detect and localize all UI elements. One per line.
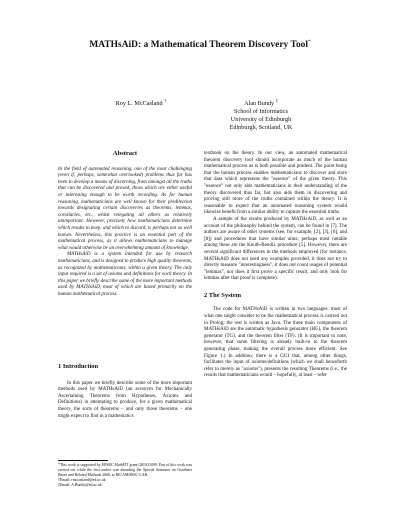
right-paragraph-1: textbook on the theory. In our view, an automated mathematical theorem discovery tool should incorporate as much of the human mathematical process as is both possible and prudent. The point being that the human process enables mathematicians to discover and store that data which represents the "essence" of the given theory. This "essence" not only aids mathematicians in their understanding of the theory discovered thus far, but also aids them in discovering and proving still more of the truths contained within the theory. It is reasonable to expect that an automated reasoning system would likewise benefit from a similar ability to capture the essential truths. [204,151,347,216]
author-2 [206,97,316,132]
affiliation-line-1: School of Informatics [234,108,288,116]
abstract-paragraph-2: MATHsAiD is a system intended for use by research mathematicians, and is designed to produce high quality theorems, as recognized by mathematicians, within a given theory. The only input required is a set of axioms and definitions for each theory. In this paper we briefly describe some of the more important methods used by MATHsAiD, most of which are based primarily on the human mathematical process. [58,252,192,297]
footnote-1: *This work is supported by EPSRC MathFIT grant GR/S31099. Part of this work was carried out while the first author was attending the Special Semester on Groebner Bases and Related Methods 2006, at RICAM/RISC-LAB. [58,463,192,477]
footnote-3: ‡Email: A.Bundy@ed.ac.uk [58,482,102,487]
title-footnote-mark: * [308,40,311,45]
intro-section [58,364,192,420]
right-paragraph-3: The code for MATHsAiD is written in two languages: most of what one might consider to be the mathematical process is carried out in Prolog; the rest is written as Java. The three main components of MATHsAiD are the automatic hypothesis generator (HG), the theorem generator (TG), and the theorem filter (TF). (It is important to note, however, that some filtering is already built-in to the theorem generating phase, making the overall process more efficient. See Figure 1.) In addition, there is a GUI that, among other things, facilitates the input of axioms/definitions (which we shall henceforth refer to merely as "axioms"), presents the resulting Theorems (i.e., the results that mathematicians would – hopefully, at least – refer [204,307,347,379]
author-2-name: Alan Bundy [244,100,275,108]
footnotes [58,463,192,488]
intro-heading: 1 Introduction [58,363,99,370]
affiliation-line-2: University of Edinburgh [230,116,292,124]
footnote-rule [58,460,108,461]
author-1-mark: † [164,98,167,103]
left-column [58,151,192,298]
author-1 [86,97,196,108]
abstract-heading: Abstract [112,150,138,157]
system-heading: 2 The System [204,291,242,299]
author-1-name: Roy L. McCasland [115,100,163,108]
author-2-mark: ‡ [275,98,278,103]
footnote-2: †Email: rmccasland@ed.ac.uk [58,477,106,482]
paper-title [0,40,400,50]
right-column [204,151,347,380]
abstract-paragraph-1: In the field of automated reasoning, one of the most challenging (even if, perhaps, somewhat overlooked) problems thus far has been to develop a means of discerning, from amongst all the truths that can be discovered and proved, those which are either useful or interesting enough to be worth recording. As for human reasoning, mathematicians are well known for their predilection towards designating certain discoveries as theorems, lemmas, corollaries, etc., whilst relegating all others as relatively unimportant. However, precisely how mathematicians determine which results to keep, and which to discard, is perhaps not so well known. Nevertheless, this practice is an essential part of the mathematical process, as it allows mathematicians to manage what would otherwise be an overwhelming amount of knowledge. [58,166,192,251]
right-paragraph-2: A sample of the results produced by MATHsAiD, as well as an account of the philosophy behind the system, can be found in [7]. The authors are aware of other systems (see, for example, [2], [3], [6], and [8]) and procedures that have similar aims; perhaps most notable among these are the Knuth-Bendix procedure [5]. However, there are several significant differences in the methods employed (for instance, MATHsAiD does not need any examples provided, it does not try to directly measure "interestingness", it does not count usages of potential "lemmas", nor does it first prove a specific result, and only look for lemmas after that proof is complete). [204,216,347,282]
title-text: MATHsAiD: a Mathematical Theorem Discovery Tool [89,40,309,51]
affiliation-line-3: Edinburgh, Scotland, UK [229,124,293,132]
intro-paragraph: In this paper we briefly describe some of the more important methods used by MATHsAiD (an acronym for Mechanically Ascertaining Theorems from Hypotheses, Axioms and Definitions) in attempting to produce, for a given mathematical theory, the sorts of theorems – and only those theorems – one might expect to find in a mathematics [58,380,192,419]
